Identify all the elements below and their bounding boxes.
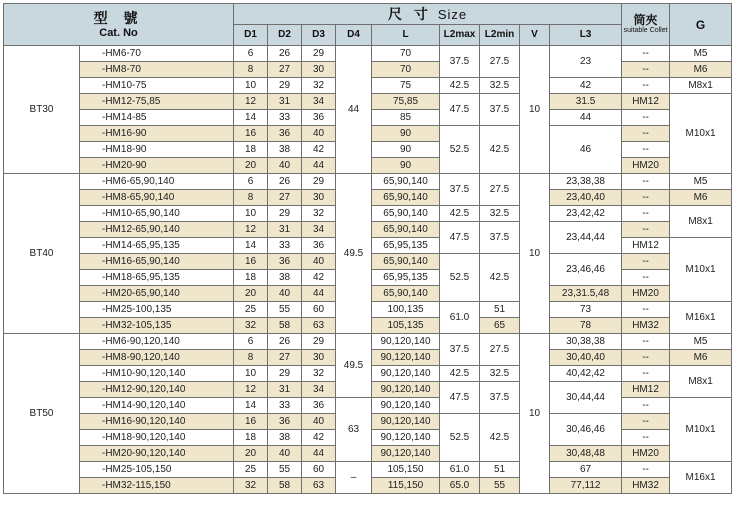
collet-cell: --: [622, 270, 670, 286]
d2-cell: 27: [268, 190, 302, 206]
collet-cell: --: [622, 366, 670, 382]
collet-cell: HM32: [622, 318, 670, 334]
g-cell: M16x1: [670, 462, 732, 494]
size-header-cn: 尺 寸: [387, 5, 432, 22]
l3-cell: 42: [550, 78, 622, 94]
cat-cell: -HM8-70: [80, 62, 234, 78]
l3-cell: 23,44,44: [550, 222, 622, 254]
cat-cell: -HM10-65,90,140: [80, 206, 234, 222]
d1-cell: 18: [234, 142, 268, 158]
table-row: [4, 462, 732, 478]
d2-cell: 27: [268, 62, 302, 78]
l2min-cell: 65: [480, 318, 520, 334]
l2max-cell: 52.5: [440, 254, 480, 302]
l-cell: 65,95,135: [372, 270, 440, 286]
cat-cell: -HM25-100,135: [80, 302, 234, 318]
v-cell: 10: [520, 46, 550, 174]
d2-cell: 31: [268, 94, 302, 110]
l-cell: 105,150: [372, 462, 440, 478]
l-cell: 65,90,140: [372, 190, 440, 206]
d3-cell: 44: [302, 446, 336, 462]
cat-cell: -HM16-90: [80, 126, 234, 142]
cat-cell: -HM6-90,120,140: [80, 334, 234, 350]
cat-cell: -HM16-65,90,140: [80, 254, 234, 270]
table-row: [4, 398, 732, 414]
cat-cell: -HM18-90,120,140: [80, 430, 234, 446]
l2min-cell: 55: [480, 478, 520, 494]
g-cell: M8x1: [670, 78, 732, 94]
group-label-bt40: BT40: [4, 174, 80, 334]
collet-header-en: suitable Collet: [623, 27, 668, 34]
d2-cell: 40: [268, 446, 302, 462]
d1-cell: 16: [234, 254, 268, 270]
l3-cell: 23,46,46: [550, 254, 622, 286]
collet-cell: --: [622, 430, 670, 446]
collet-cell: --: [622, 78, 670, 94]
l3-cell: 31.5: [550, 94, 622, 110]
cat-cell: -HM32-115,150: [80, 478, 234, 494]
l-cell: 90,120,140: [372, 414, 440, 430]
col-header-d3: D3: [302, 25, 336, 46]
g-cell: M5: [670, 334, 732, 350]
l2max-cell: 42.5: [440, 366, 480, 382]
collet-cell: --: [622, 462, 670, 478]
cat-cell: -HM12-90,120,140: [80, 382, 234, 398]
l2max-cell: 61.0: [440, 302, 480, 334]
l2min-cell: 27.5: [480, 334, 520, 366]
d1-cell: 6: [234, 174, 268, 190]
g-cell: M10x1: [670, 238, 732, 302]
l2min-cell: 32.5: [480, 366, 520, 382]
collet-cell: --: [622, 190, 670, 206]
d2-cell: 26: [268, 174, 302, 190]
cat-cell: -HM6-70: [80, 46, 234, 62]
collet-cell: --: [622, 206, 670, 222]
d1-cell: 8: [234, 62, 268, 78]
l2min-cell: 51: [480, 302, 520, 318]
cat-cell: -HM6-65,90,140: [80, 174, 234, 190]
l-cell: 70: [372, 62, 440, 78]
collet-header: [622, 4, 670, 46]
collet-cell: HM32: [622, 478, 670, 494]
d3-cell: 42: [302, 430, 336, 446]
group-label-bt30: BT30: [4, 46, 80, 174]
d2-cell: 36: [268, 126, 302, 142]
d3-cell: 63: [302, 478, 336, 494]
l-cell: 100,135: [372, 302, 440, 318]
model-header: [4, 4, 234, 46]
model-header-cn: 型 號: [93, 10, 144, 26]
d1-cell: 32: [234, 318, 268, 334]
d1-cell: 25: [234, 462, 268, 478]
l2min-cell: 32.5: [480, 206, 520, 222]
table-row: [4, 174, 732, 190]
l3-cell: 44: [550, 110, 622, 126]
d2-cell: 26: [268, 334, 302, 350]
d2-cell: 31: [268, 382, 302, 398]
g-cell: M8x1: [670, 206, 732, 238]
cat-cell: -HM20-90: [80, 158, 234, 174]
collet-cell: --: [622, 350, 670, 366]
d2-cell: 29: [268, 78, 302, 94]
cat-cell: -HM20-90,120,140: [80, 446, 234, 462]
cat-cell: -HM8-90,120,140: [80, 350, 234, 366]
d3-cell: 32: [302, 78, 336, 94]
cat-cell: -HM12-65,90,140: [80, 222, 234, 238]
d1-cell: 8: [234, 350, 268, 366]
cat-cell: -HM18-65,95,135: [80, 270, 234, 286]
d1-cell: 6: [234, 46, 268, 62]
d2-cell: 31: [268, 222, 302, 238]
d1-cell: 10: [234, 206, 268, 222]
col-header-v: V: [520, 25, 550, 46]
cat-cell: -HM16-90,120,140: [80, 414, 234, 430]
collet-cell: --: [622, 62, 670, 78]
d1-cell: 8: [234, 190, 268, 206]
collet-cell: HM20: [622, 446, 670, 462]
d3-cell: 29: [302, 46, 336, 62]
d3-cell: 30: [302, 62, 336, 78]
l3-cell: 73: [550, 302, 622, 318]
d1-cell: 14: [234, 110, 268, 126]
d3-cell: 30: [302, 350, 336, 366]
l3-cell: 30,44,44: [550, 382, 622, 414]
l2min-cell: 37.5: [480, 94, 520, 126]
l3-cell: 23,42,42: [550, 206, 622, 222]
collet-cell: --: [622, 302, 670, 318]
l-cell: 65,90,140: [372, 286, 440, 302]
l3-cell: 30,38,38: [550, 334, 622, 350]
cat-cell: -HM10-90,120,140: [80, 366, 234, 382]
g-cell: M10x1: [670, 398, 732, 462]
d1-cell: 10: [234, 366, 268, 382]
g-cell: M6: [670, 350, 732, 366]
d3-cell: 29: [302, 174, 336, 190]
d1-cell: 14: [234, 398, 268, 414]
d2-cell: 40: [268, 158, 302, 174]
collet-cell: --: [622, 110, 670, 126]
d3-cell: 29: [302, 334, 336, 350]
l3-cell: 23: [550, 46, 622, 78]
d2-cell: 36: [268, 254, 302, 270]
d4-cell: –: [336, 462, 372, 494]
l-cell: 90,120,140: [372, 398, 440, 414]
l3-cell: 77,112: [550, 478, 622, 494]
size-header-en: Size: [437, 6, 468, 22]
l2max-cell: 47.5: [440, 222, 480, 254]
d2-cell: 58: [268, 318, 302, 334]
d3-cell: 63: [302, 318, 336, 334]
g-cell: M8x1: [670, 366, 732, 398]
d2-cell: 33: [268, 398, 302, 414]
d2-cell: 29: [268, 206, 302, 222]
l-cell: 90,120,140: [372, 382, 440, 398]
g-cell: M6: [670, 62, 732, 78]
g-cell: M16x1: [670, 302, 732, 334]
l-cell: 90,120,140: [372, 334, 440, 350]
d1-cell: 16: [234, 414, 268, 430]
collet-cell: --: [622, 414, 670, 430]
d1-cell: 12: [234, 382, 268, 398]
d2-cell: 36: [268, 414, 302, 430]
size-header: [234, 4, 622, 25]
l2min-cell: 42.5: [480, 414, 520, 462]
d1-cell: 32: [234, 478, 268, 494]
d3-cell: 36: [302, 398, 336, 414]
l-cell: 90,120,140: [372, 366, 440, 382]
d2-cell: 38: [268, 270, 302, 286]
d4-cell: 44: [336, 46, 372, 174]
d1-cell: 20: [234, 158, 268, 174]
cat-cell: -HM14-90,120,140: [80, 398, 234, 414]
l3-cell: 78: [550, 318, 622, 334]
d1-cell: 14: [234, 238, 268, 254]
collet-cell: HM12: [622, 382, 670, 398]
l2max-cell: 37.5: [440, 334, 480, 366]
collet-cell: --: [622, 174, 670, 190]
collet-cell: --: [622, 334, 670, 350]
cat-cell: -HM14-65,95,135: [80, 238, 234, 254]
collet-cell: --: [622, 142, 670, 158]
l-cell: 65,90,140: [372, 254, 440, 270]
d1-cell: 6: [234, 334, 268, 350]
l3-cell: 30,48,48: [550, 446, 622, 462]
col-header-l2min: L2min: [480, 25, 520, 46]
l2min-cell: 27.5: [480, 46, 520, 78]
l3-cell: 67: [550, 462, 622, 478]
l-cell: 65,95,135: [372, 238, 440, 254]
collet-cell: HM12: [622, 94, 670, 110]
d4-cell: 49.5: [336, 174, 372, 334]
v-cell: 10: [520, 174, 550, 334]
l-cell: 85: [372, 110, 440, 126]
l2max-cell: 52.5: [440, 126, 480, 174]
collet-cell: --: [622, 126, 670, 142]
d2-cell: 38: [268, 430, 302, 446]
spec-table-container: [3, 3, 731, 494]
d3-cell: 36: [302, 110, 336, 126]
l2min-cell: 51: [480, 462, 520, 478]
l2min-cell: 37.5: [480, 382, 520, 414]
l-cell: 90,120,140: [372, 350, 440, 366]
d4-cell: 49.5: [336, 334, 372, 398]
l2min-cell: 27.5: [480, 174, 520, 206]
d3-cell: 34: [302, 222, 336, 238]
d3-cell: 36: [302, 238, 336, 254]
d3-cell: 42: [302, 142, 336, 158]
collet-cell: HM12: [622, 238, 670, 254]
l3-cell: 23,31.5,48: [550, 286, 622, 302]
d3-cell: 32: [302, 366, 336, 382]
cat-cell: -HM25-105,150: [80, 462, 234, 478]
group-label-bt50: BT50: [4, 334, 80, 494]
l3-cell: 23,38,38: [550, 174, 622, 190]
l-cell: 90,120,140: [372, 446, 440, 462]
d2-cell: 38: [268, 142, 302, 158]
col-header-d2: D2: [268, 25, 302, 46]
d2-cell: 26: [268, 46, 302, 62]
d1-cell: 16: [234, 126, 268, 142]
l2max-cell: 61.0: [440, 462, 480, 478]
l-cell: 105,135: [372, 318, 440, 334]
l2max-cell: 52.5: [440, 414, 480, 462]
l3-cell: 30,46,46: [550, 414, 622, 446]
col-header-l3: L3: [550, 25, 622, 46]
l-cell: 75,85: [372, 94, 440, 110]
l-cell: 65,90,140: [372, 222, 440, 238]
cat-cell: -HM8-65,90,140: [80, 190, 234, 206]
g-cell: M10x1: [670, 94, 732, 174]
cat-cell: -HM12-75,85: [80, 94, 234, 110]
g-cell: M5: [670, 46, 732, 62]
l2min-cell: 42.5: [480, 254, 520, 302]
l-cell: 90: [372, 126, 440, 142]
d3-cell: 40: [302, 414, 336, 430]
l3-cell: 30,40,40: [550, 350, 622, 366]
d2-cell: 29: [268, 366, 302, 382]
cat-cell: -HM18-90: [80, 142, 234, 158]
d3-cell: 42: [302, 270, 336, 286]
d2-cell: 33: [268, 110, 302, 126]
l2min-cell: 42.5: [480, 126, 520, 174]
d4-cell: 63: [336, 398, 372, 462]
col-header-l: L: [372, 25, 440, 46]
v-cell: 10: [520, 334, 550, 494]
d1-cell: 18: [234, 270, 268, 286]
d3-cell: 34: [302, 382, 336, 398]
d3-cell: 40: [302, 126, 336, 142]
d3-cell: 34: [302, 94, 336, 110]
d2-cell: 40: [268, 286, 302, 302]
l2max-cell: 37.5: [440, 174, 480, 206]
cat-cell: -HM10-75: [80, 78, 234, 94]
l2max-cell: 47.5: [440, 382, 480, 414]
d1-cell: 12: [234, 94, 268, 110]
l-cell: 75: [372, 78, 440, 94]
l-cell: 90: [372, 158, 440, 174]
d1-cell: 18: [234, 430, 268, 446]
d1-cell: 10: [234, 78, 268, 94]
d1-cell: 12: [234, 222, 268, 238]
l-cell: 115,150: [372, 478, 440, 494]
table-row: [4, 46, 732, 62]
d2-cell: 33: [268, 238, 302, 254]
l2min-cell: 37.5: [480, 222, 520, 254]
l2max-cell: 37.5: [440, 46, 480, 78]
d3-cell: 60: [302, 462, 336, 478]
collet-header-cn: 筒夾: [633, 13, 658, 27]
l-cell: 90: [372, 142, 440, 158]
l-cell: 90,120,140: [372, 430, 440, 446]
d2-cell: 58: [268, 478, 302, 494]
cat-cell: -HM20-65,90,140: [80, 286, 234, 302]
d1-cell: 25: [234, 302, 268, 318]
l-cell: 70: [372, 46, 440, 62]
cat-cell: -HM32-105,135: [80, 318, 234, 334]
l-cell: 65,90,140: [372, 174, 440, 190]
d3-cell: 44: [302, 286, 336, 302]
l3-cell: 23,40,40: [550, 190, 622, 206]
cat-cell: -HM14-85: [80, 110, 234, 126]
cat-no-header: Cat. No: [99, 27, 138, 39]
l2max-cell: 47.5: [440, 94, 480, 126]
l2min-cell: 32.5: [480, 78, 520, 94]
table-row: [4, 334, 732, 350]
d3-cell: 32: [302, 206, 336, 222]
l2max-cell: 65.0: [440, 478, 480, 494]
l2max-cell: 42.5: [440, 78, 480, 94]
collet-cell: HM20: [622, 158, 670, 174]
collet-cell: --: [622, 254, 670, 270]
d3-cell: 40: [302, 254, 336, 270]
col-header-l2max: L2max: [440, 25, 480, 46]
collet-cell: --: [622, 398, 670, 414]
g-cell: M6: [670, 190, 732, 206]
d2-cell: 55: [268, 462, 302, 478]
d2-cell: 27: [268, 350, 302, 366]
l-cell: 65,90,140: [372, 206, 440, 222]
collet-cell: --: [622, 222, 670, 238]
l3-cell: 40,42,42: [550, 366, 622, 382]
d1-cell: 20: [234, 286, 268, 302]
spec-table: [3, 3, 732, 494]
col-header-d1: D1: [234, 25, 268, 46]
col-header-d4: D4: [336, 25, 372, 46]
d3-cell: 44: [302, 158, 336, 174]
d2-cell: 55: [268, 302, 302, 318]
collet-cell: HM20: [622, 286, 670, 302]
d1-cell: 20: [234, 446, 268, 462]
g-header: G: [670, 4, 732, 46]
collet-cell: --: [622, 46, 670, 62]
l2max-cell: 42.5: [440, 206, 480, 222]
d3-cell: 30: [302, 190, 336, 206]
l3-cell: 46: [550, 126, 622, 174]
d3-cell: 60: [302, 302, 336, 318]
g-cell: M5: [670, 174, 732, 190]
